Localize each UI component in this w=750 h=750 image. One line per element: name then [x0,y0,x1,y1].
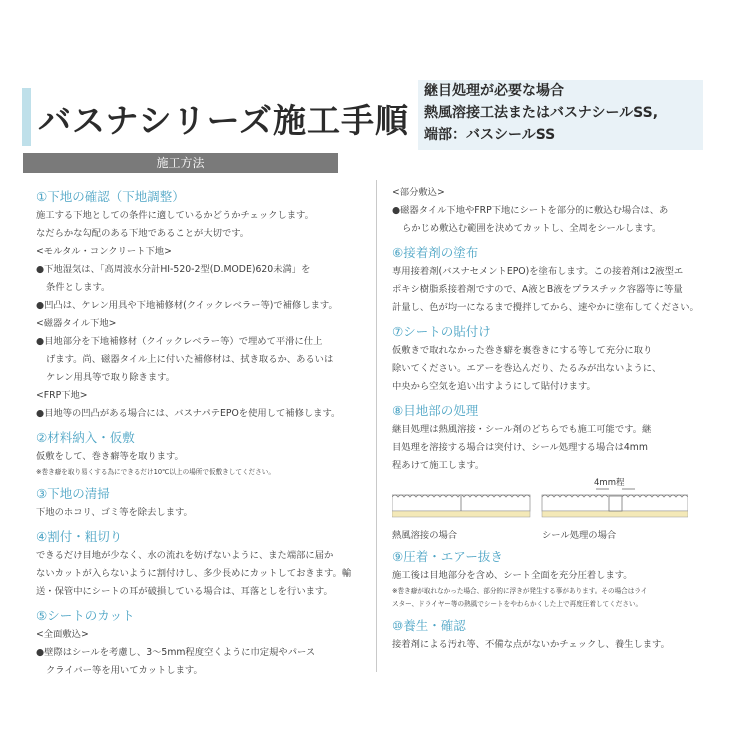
text-line: 程あけて施工します。 [392,460,485,471]
text-line: ●磁器タイル下地やFRP下地にシートを部分的に敷込む場合は、あ [392,205,669,216]
text-line: <全面敷込> [36,629,89,640]
diagram-caption: シール処理の場合 [542,530,617,541]
text-line: ●目地等の凹凸がある場合には、バスナパテEPOを使用して補修します。 [36,408,341,419]
section-heading: ①下地の確認（下地調整） [36,189,185,204]
section-heading: ⑨圧着・エアー抜き [392,549,503,564]
text-line: <FRP下地> [36,390,88,401]
page-title: バスナシリーズ施工手順 [38,101,410,140]
note-line: ※巻き癖を取り易くする為にできるだけ10℃以上の場所で仮敷きしてください。 [36,468,275,476]
callout-line: 熱風溶接工法またはバスナシールSS, [424,105,659,121]
callout-line: 継目処理が必要な場合 [424,83,564,99]
text-line: クライバー等を用いてカットします。 [46,665,203,676]
column-divider [376,180,377,672]
right-column [392,184,699,654]
section-heading: ⑧目地部の処理 [392,403,479,418]
text-line: 仮敷きで取れなかった巻き癖を裏巻きにする等して充分に取り [392,345,653,356]
text-line: 条件とします。 [46,282,111,293]
text-line: 仮敷をして、巻き癖等を取ります。 [36,451,184,462]
title-accent-bar [22,88,31,146]
text-line: なだらかな勾配のある下地であることが大切です。 [36,228,250,239]
text-line: 目処理を溶接する場合は突付け、シール処理する場合は4mm [392,442,648,453]
gap-label: 4mm程 [594,478,625,488]
text-line: できるだけ目地が少なく、水の流れを妨げないように、また端部に届か [36,550,334,561]
text-line: 中央から空気を追い出すようにして貼付けます。 [392,381,596,392]
text-line: ポキシ樹脂系接着剤ですので、A液とB液をプラスチック容器等に等量 [392,284,683,295]
text-line: <部分敷込> [392,187,445,198]
text-line: 施工する下地としての条件に適しているかどうかチェックします。 [36,210,314,221]
method-header: 施工方法 [23,153,338,173]
text-line: 施工後は目地部分を含め、シート全面を充分圧着します。 [392,570,633,581]
section-heading: ③下地の清掃 [36,486,110,501]
text-line: 接着剤による汚れ等、不備な点がないかチェックし、養生します。 [392,639,670,650]
section-heading: ⑦シートの貼付け [392,324,491,339]
text-line: ●壁際はシールを考慮し、3～5mm程度空くように巾定規やパース [36,647,316,658]
text-line: <磁器タイル下地> [36,318,117,329]
left-column [36,187,352,680]
text-line: 専用接着剤(バスナセメントEPO)を塗布します。この接着剤は2液型エ [392,266,684,277]
text-line: ケレン用具等で取り除きます。 [46,372,175,383]
text-line: 送・保管中にシートの耳が破損している場合は、耳落としを行います。 [36,586,333,597]
section-heading: ④割付・粗切り [36,529,123,544]
text-line: らかじめ敷込む範囲を決めてカットし、全周をシールします。 [402,223,662,234]
diagram-caption: 熱風溶接の場合 [392,530,458,541]
section-heading: ⑤シートのカット [36,608,135,623]
text-line: 下地のホコリ、ゴミ等を除去します。 [36,507,193,518]
joint-diagram [392,477,688,542]
section-heading: ②材料納入・仮敷 [36,430,135,445]
note-line: ※巻き癖が取れなかった場合、部分的に浮きが発生する事があります。その場合はライ [392,587,648,595]
callout-line: 端部：バスシールSS [424,127,556,143]
joint-diagram-figure [392,477,688,525]
text-line: ないカットが入らないように割付けし、多少長めにカットしておきます。輸 [36,568,352,579]
note-line: スター、ドライヤー等の熱風でシートをやわらかくした上で再度圧着してください。 [392,600,643,608]
text-line: 継目処理は熱風溶接・シール剤のどちらでも施工可能です。継 [392,424,652,435]
text-line: <モルタル・コンクリート下地> [36,246,172,257]
section-heading: ⑩養生・確認 [392,618,466,633]
text-line: ●目地部分を下地補修材（クイックレベラー等）で埋めて平滑に仕上 [36,336,323,347]
text-line: ●凹凸は、ケレン用具や下地補修材(クイックレベラー等)で補修します。 [36,300,338,311]
text-line: 除いてください。エアーを巻込んだり、たるみが出ないように、 [392,363,662,374]
text-line: ●下地湿気は、「高周波水分計HI-520-2型(D.MODE)620未満」を [36,264,311,275]
text-line: 計量し、色が均一になるまで攪拌してから、速やかに塗布してください。 [392,302,699,313]
text-line: げます。尚、磁器タイル上に付いた補修材は、拭き取るか、あるいは [46,354,334,365]
section-heading: ⑥接着剤の塗布 [392,245,479,260]
joint-treatment-callout [418,80,703,150]
